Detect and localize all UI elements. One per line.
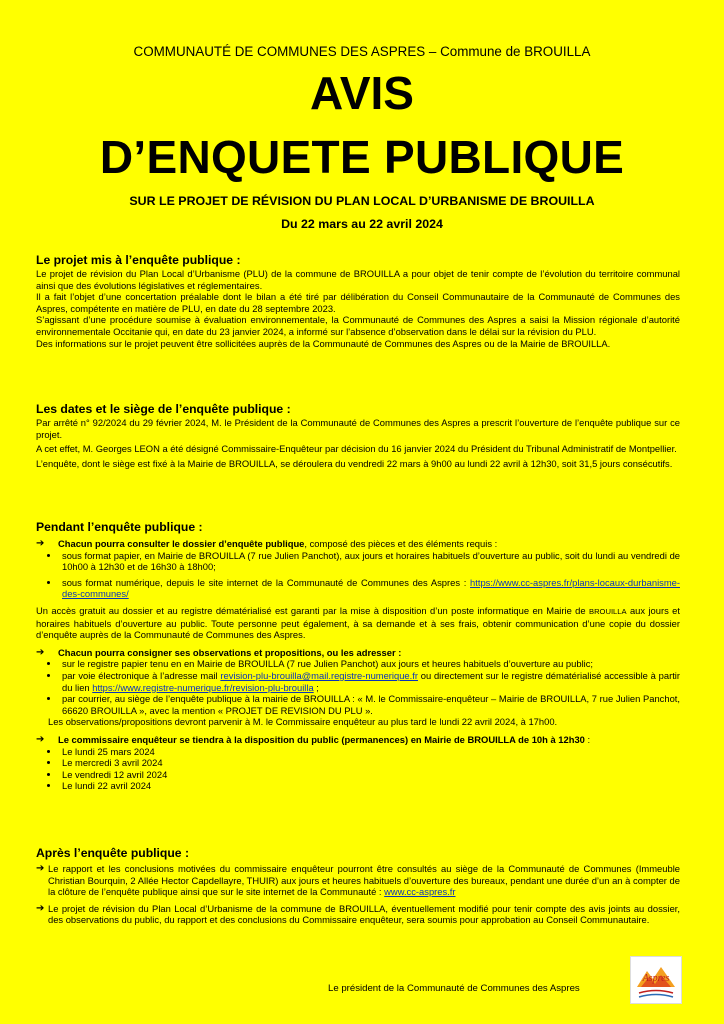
deadline-paragraph: Les observations/propositions devront parvenir à M. le Commissaire enquêteur au plus tard le lundi 22 avril 2024, à 17h00. <box>48 716 558 728</box>
cc-aspres-plu-link[interactable]: https://www.cc-aspres.fr/plans-locaux-durbanisme-des-communes/ <box>62 576 680 600</box>
arrow-right-icon: ➔ <box>36 646 45 658</box>
section-heading: Le projet mis à l’enquête publique : <box>36 253 241 267</box>
permanences-list <box>36 746 680 792</box>
paragraph: L’enquête, dont le siège est fixé à la Mairie de BROUILLA, se déroulera du vendredi 22 mars à 9h00 au lundi 22 avril à 12h30, soit 31,5 jours consécutifs. <box>36 457 673 469</box>
logo-graphic <box>631 957 681 1003</box>
rapport-text: Le rapport et les conclusions motivées du commissaire enquêteur pourront être consultés au siège de la Communauté de Communes (Immeuble Christian Bourquin, 2 Allée Hector Capdellayre, THUIR) aux jours et heures habituels d’ouverture des bureaux, pendant une durée d’un an à compter de la clôture de l’enquête publique ainsi que sur le site internet de la Communauté : <box>48 863 680 898</box>
arrow-right-icon: ➔ <box>36 538 45 549</box>
registre-numerique-link[interactable]: https://www.registre-numerique.fr/revision-plu-brouilla <box>92 681 314 693</box>
list-item <box>60 577 680 600</box>
approbation-item <box>36 903 680 926</box>
permanence-date: • Le lundi 25 mars 2024 <box>60 746 680 758</box>
list-item-text: ou directement sur le registre dématérialisé accessible à partir du lien <box>62 669 680 693</box>
list-item-text: par voie électronique à l’adresse mail <box>62 669 221 681</box>
arrow-right-icon: ➔ <box>36 863 45 874</box>
signature-line: Le président de la Communauté de Communes des Aspres <box>328 983 580 994</box>
list-item: • par courrier, au siège de l’enquête publique à la mairie de BROUILLA : « M. le Commissaire-enquêteur – Mairie de BROUILLA, 7 rue Julien Panchot, 66620 BROUILLA », avec la mention « PROJET DE REVISION DU PLU ». <box>60 693 680 716</box>
access-text-rest: aux jours et horaires habituels d’ouverture au public. Toute personne peut également, à sa demande et à ses frais, obtenir communication d’une copie du dossier d’enquête auprès de la Communauté de Communes des Aspres. <box>36 604 680 641</box>
subtitle: SUR LE PROJET DE RÉVISION DU PLAN LOCAL D’URBANISME DE BROUILLA <box>129 194 595 208</box>
registre-email-link[interactable]: revision-plu-brouilla@mail.registre-numerique.fr <box>220 669 418 681</box>
list-item-text: ; <box>313 681 319 693</box>
consult-lead-rest: , composé des pièces et des éléments requis : <box>304 538 498 549</box>
section-heading: Les dates et le siège de l’enquête publique : <box>36 402 291 416</box>
arrow-right-icon: ➔ <box>36 902 45 914</box>
section-projet <box>36 253 680 349</box>
rapport-item <box>36 863 680 898</box>
observations-lead: Chacun pourra consigner ses observations et propositions, ou les adresser : <box>58 646 402 658</box>
list-item-text: sous format numérique, depuis le site internet de la Communauté de Communes des Aspres : <box>62 576 471 588</box>
permanence-date: • Le lundi 22 avril 2024 <box>60 780 680 792</box>
permanences-lead: Le commissaire enquêteur se tiendra à la disposition du public (permanences) en Mairie de BROUILLA de 10h à 12h30 <box>58 733 585 745</box>
observations-item <box>36 647 680 659</box>
list-item: • sur le registre papier tenu en en Mairie de BROUILLA (7 rue Julien Panchot) aux jours et heures habituels d’ouverture au public; <box>60 658 680 670</box>
section-apres <box>36 846 680 926</box>
permanences-lead-rest: : <box>584 733 591 745</box>
paragraph: Des informations sur le projet peuvent être sollicitées auprès de la Communauté de Communes des Aspres ou de la Mairie de BROUILLA. <box>36 337 611 349</box>
section-heading: Pendant l’enquête publique : <box>36 520 203 534</box>
paragraph: Le projet de révision du Plan Local d’Urbanisme (PLU) de la commune de BROUILLA a pour objet de tenir compte de l’évolution du territoire communal ainsi que des évolutions législatives et réglementaires. <box>36 268 680 291</box>
permanence-date: • Le mercredi 3 avril 2024 <box>60 757 680 769</box>
aspres-logo <box>630 956 682 1004</box>
list-item <box>60 670 680 693</box>
paragraph: A cet effet, M. Georges LEON a été désigné Commissaire-Enquêteur par décision du 16 janvier 2024 du Président du Tribunal Administratif de Montpellier. <box>36 443 677 455</box>
logo-text: Aspres <box>642 973 670 984</box>
approbation-paragraph: Le projet de révision du Plan Local d’Urbanisme de la commune de BROUILLA, éventuellement modifié pour tenir compte des avis joints au dossier, des observations du public, du rapport et des conclusions du Commissaire enquêteur, sera soumis pour approbation au Conseil Communautaire. <box>48 902 680 926</box>
enquiry-dates: Du 22 mars au 22 avril 2024 <box>281 217 443 231</box>
title-enquete-publique: D’ENQUETE PUBLIQUE <box>99 131 625 183</box>
access-text: Un accès gratuit au dossier et au registre dématérialisé est garanti par la mise à disposition d’un poste informatique en Mairie de <box>36 604 589 616</box>
consult-list <box>36 550 680 600</box>
observations-list <box>36 658 680 716</box>
paragraph: Il a fait l’objet d’une concertation préalable dont le bilan a été tiré par délibération du Conseil Communautaire de la Communauté de Communes des Aspres, compétente en matière de PLU, en date du 28 septembre 2023. <box>36 291 680 314</box>
paragraph: Par arrêté n° 92/2024 du 29 février 2024, M. le Président de la Communauté de Communes des Aspres a prescrit l’ouverture de l’enquête publique sur ce projet. <box>36 417 680 440</box>
access-town: BROUILLA <box>589 606 627 616</box>
access-paragraph <box>36 605 680 641</box>
rapport-paragraph <box>48 863 680 898</box>
section-pendant <box>36 520 680 792</box>
arrow-right-icon: ➔ <box>36 733 45 745</box>
consult-lead: Chacun pourra consulter le dossier d’enquête publique <box>58 538 305 549</box>
list-item: • sous format papier, en Mairie de BROUILLA (7 rue Julien Panchot), aux jours et horaires habituels d’ouverture au public, soit du lundi au vendredi de 10h00 à 12h30 et de 16h30 à 18h00; <box>60 550 680 573</box>
paragraph: S’agissant d’une procédure soumise à évaluation environnementale, la Communauté de Communes des Aspres a saisi la Mission régionale d’autorité environnementale Occitanie qui, en date du 23 janvier 2024, a informé sur l’absence d’observation dans le délai sur la révision du PLU. <box>36 314 680 337</box>
section-heading: Après l’enquête publique : <box>36 846 190 860</box>
consult-item <box>36 538 680 550</box>
section-dates-siege <box>36 402 680 469</box>
organization-header: COMMUNAUTÉ DE COMMUNES DES ASPRES – Commune de BROUILLA <box>133 44 591 59</box>
permanences-item <box>36 734 680 746</box>
title-avis: AVIS <box>310 67 414 119</box>
permanence-date: • Le vendredi 12 avril 2024 <box>60 769 680 781</box>
cc-aspres-site-link[interactable]: www.cc-aspres.fr <box>384 886 456 898</box>
